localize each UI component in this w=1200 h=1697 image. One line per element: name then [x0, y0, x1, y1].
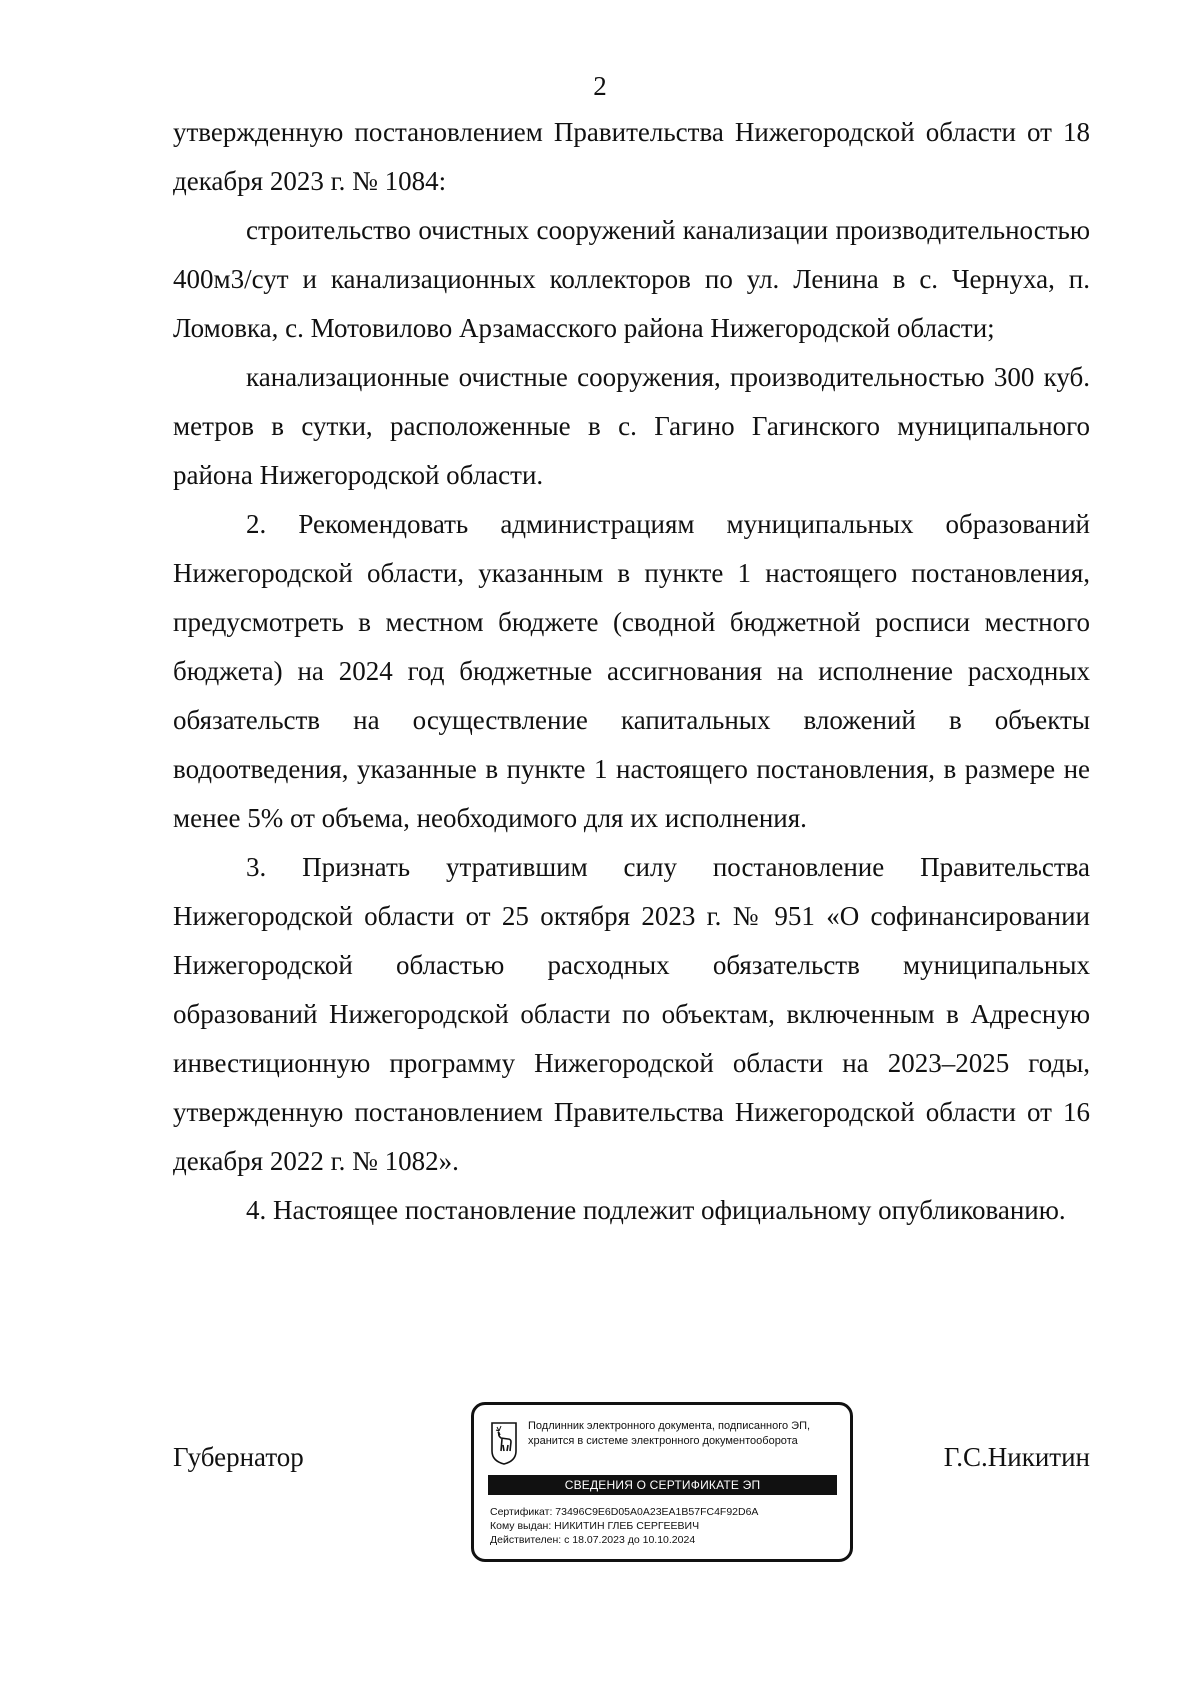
document-body [173, 108, 1090, 1235]
body-paragraph: утвержденную постановлением Правительства Нижегородской области от 18 декабря 2023 г. № 1084: [173, 117, 1090, 196]
certificate-number: Сертификат: 73496C9E6D05A0A23EA1B57FC4F92D6A [490, 1506, 759, 1518]
stamp-header-line: Подлинник электронного документа, подписанного ЭП, [528, 1420, 811, 1432]
stamp-header [528, 1419, 846, 1449]
body-paragraph: 2. Рекомендовать администрациям муниципальных образований Нижегородской области, указанным в пункте 1 настоящего постановления, предусмотреть в местном бюджете (сводной бюджетной росписи местного бюджета) на 2024 год бюджетные ассигнования на исполнение расходных обязательств на осуществление капитальных вложений в объекты водоотведения, указанные в пункте 1 настоящего постановления, в размере не менее 5% от объема, необходимого для их исполнения. [173, 509, 1090, 833]
body-paragraph: 3. Признать утратившим силу постановление Правительства Нижегородской области от 25 октября 2023 г. № 951 «О софинансировании Нижегородской областью расходных обязательств муниципальных образований Нижегородской области по объектам, включенным в Адресную инвестиционную программу Нижегородской области на 2023–2025 годы, утвержденную постановлением Правительства Нижегородской области от 16 декабря 2022 г. № 1082». [173, 852, 1090, 1176]
stamp-header-line: хранится в системе электронного документооборота [528, 1435, 798, 1447]
certificate-validity: Действителен: с 18.07.2023 до 10.10.2024 [490, 1534, 696, 1546]
certificate-details [490, 1505, 758, 1547]
signer-name: Г.С.Никитин [943, 1442, 1090, 1472]
electronic-signature-stamp [471, 1402, 853, 1562]
certificate-owner: Кому выдан: НИКИТИН ГЛЕБ СЕРГЕЕВИЧ [490, 1520, 700, 1532]
body-paragraph: строительство очистных сооружений канализации производительностью 400м3/сут и канализационных коллекторов по ул. Ленина в с. Чернуха, п. Ломовка, с. Мотовилово Арзамасского района Нижегородской области; [173, 215, 1090, 343]
page-number: 2 [593, 71, 607, 101]
certificate-info-bar: СВЕДЕНИЯ О СЕРТИФИКАТЕ ЭП [488, 1475, 837, 1495]
deer-coat-of-arms-icon [490, 1421, 518, 1465]
signer-title: Губернатор [173, 1442, 304, 1472]
body-paragraph: 4. Настоящее постановление подлежит официальному опубликованию. [246, 1195, 1066, 1225]
body-paragraph: канализационные очистные сооружения, производительностью 300 куб. метров в сутки, расположенные в с. Гагино Гагинского муниципального района Нижегородской области. [173, 362, 1090, 490]
